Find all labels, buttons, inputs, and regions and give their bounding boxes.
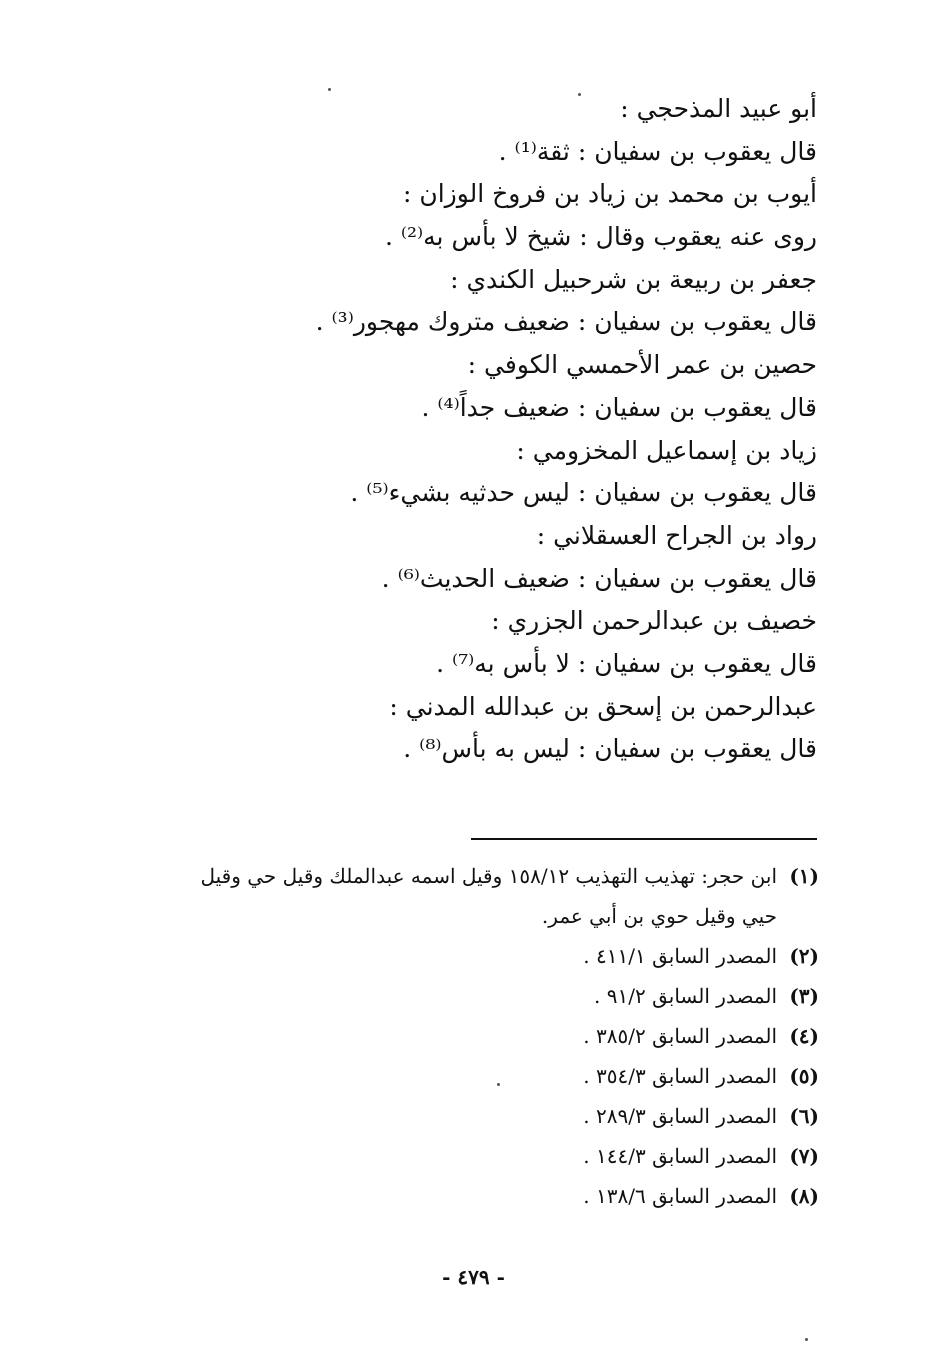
text-line: قال يعقوب بن سفيان : ضعيف جداً⁽⁴⁾ . (421, 392, 817, 422)
footnote-number: (٣) (789, 984, 819, 1008)
footnote-line: المصدر السابق ٩١/٢ . (594, 984, 777, 1008)
text-line: عبدالرحمن بن إسحق بن عبدالله المدني : (389, 691, 817, 721)
footnote-text (119, 1096, 777, 1136)
footnote-number: (١) (789, 864, 819, 888)
footnote-line: المصدر السابق ٢٨٩/٣ . (583, 1104, 777, 1128)
footnote (119, 1136, 819, 1176)
text-line: رواد بن الجراح العسقلاني : (536, 520, 817, 550)
text-line: أبو عبيد المذحجي : (620, 94, 817, 123)
footnote-text (119, 936, 777, 976)
footnote-text (119, 1056, 777, 1096)
footnote-number: (٤) (789, 1024, 819, 1048)
footnote (119, 936, 819, 976)
text-line: جعفر بن ربيعة بن شرحبيل الكندي : (450, 264, 817, 294)
text-line: قال يعقوب بن سفيان : ضعيف متروك مهجور⁽³⁾ . (315, 307, 817, 337)
scan-speck (497, 1083, 500, 1086)
footnote-number: (٧) (789, 1144, 819, 1168)
text-line: أيوب بن محمد بن زياد بن فروخ الوزان : (402, 179, 817, 209)
text-line: قال يعقوب بن سفيان : ليس حدثيه بشيء⁽⁵⁾ . (350, 478, 817, 508)
footnote-line: حيي وقيل حوي بن أبي عمر. (541, 904, 777, 928)
text-line: قال يعقوب بن سفيان : لا بأس به⁽⁷⁾ . (436, 648, 817, 678)
footnote-number: (٦) (789, 1104, 819, 1128)
page-number: - ٤٧٩ - (442, 1265, 505, 1289)
footnote-text (119, 976, 777, 1016)
text-line: قال يعقوب بن سفيان : ليس به بأس⁽⁸⁾ . (403, 734, 817, 764)
footnote-line: المصدر السابق ٣٥٤/٣ . (583, 1064, 777, 1088)
footnote-line: ابن حجر: تهذيب التهذيب ١٥٨/١٢ وقيل اسمه عبدالملك وقيل حي وقيل (200, 864, 777, 888)
text-line: حصين بن عمر الأحمسي الكوفي : (467, 350, 817, 380)
footnote-text (119, 1016, 777, 1056)
scan-speck (578, 93, 581, 96)
footnote-line: المصدر السابق ٣٨٥/٢ . (583, 1024, 777, 1048)
footnote-number: (٨) (789, 1184, 819, 1208)
footnote (119, 1056, 819, 1096)
scan-speck (328, 88, 331, 91)
footnotes-list (119, 856, 819, 1216)
scan-speck (805, 1338, 808, 1341)
footnote-line: المصدر السابق ١٤٤/٣ . (583, 1144, 777, 1168)
footnote-number: (٢) (789, 944, 819, 968)
footnote (119, 976, 819, 1016)
footnote-text (119, 856, 777, 936)
footnote-number: (٥) (789, 1064, 819, 1088)
text-line: قال يعقوب بن سفيان : ثقة⁽¹⁾ . (498, 136, 817, 166)
footnote (119, 1096, 819, 1136)
footnote (119, 1176, 819, 1216)
text-line: روى عنه يعقوب وقال : شيخ لا بأس به⁽²⁾ . (384, 222, 817, 252)
footnote-divider (471, 838, 817, 840)
footnote-text (119, 1136, 777, 1176)
footnote-text (119, 1176, 777, 1216)
text-line: قال يعقوب بن سفيان : ضعيف الحديث⁽⁶⁾ . (381, 563, 817, 593)
footnote-line: المصدر السابق ١٣٨/٦ . (583, 1184, 777, 1208)
main-text-body (297, 88, 817, 771)
text-line: زياد بن إسماعيل المخزومي : (516, 435, 817, 465)
footnote-line: المصدر السابق ٤١١/١ . (583, 944, 777, 968)
text-line: خصيف بن عبدالرحمن الجزري : (491, 606, 817, 636)
footnote (119, 1016, 819, 1056)
footnote (119, 856, 819, 936)
